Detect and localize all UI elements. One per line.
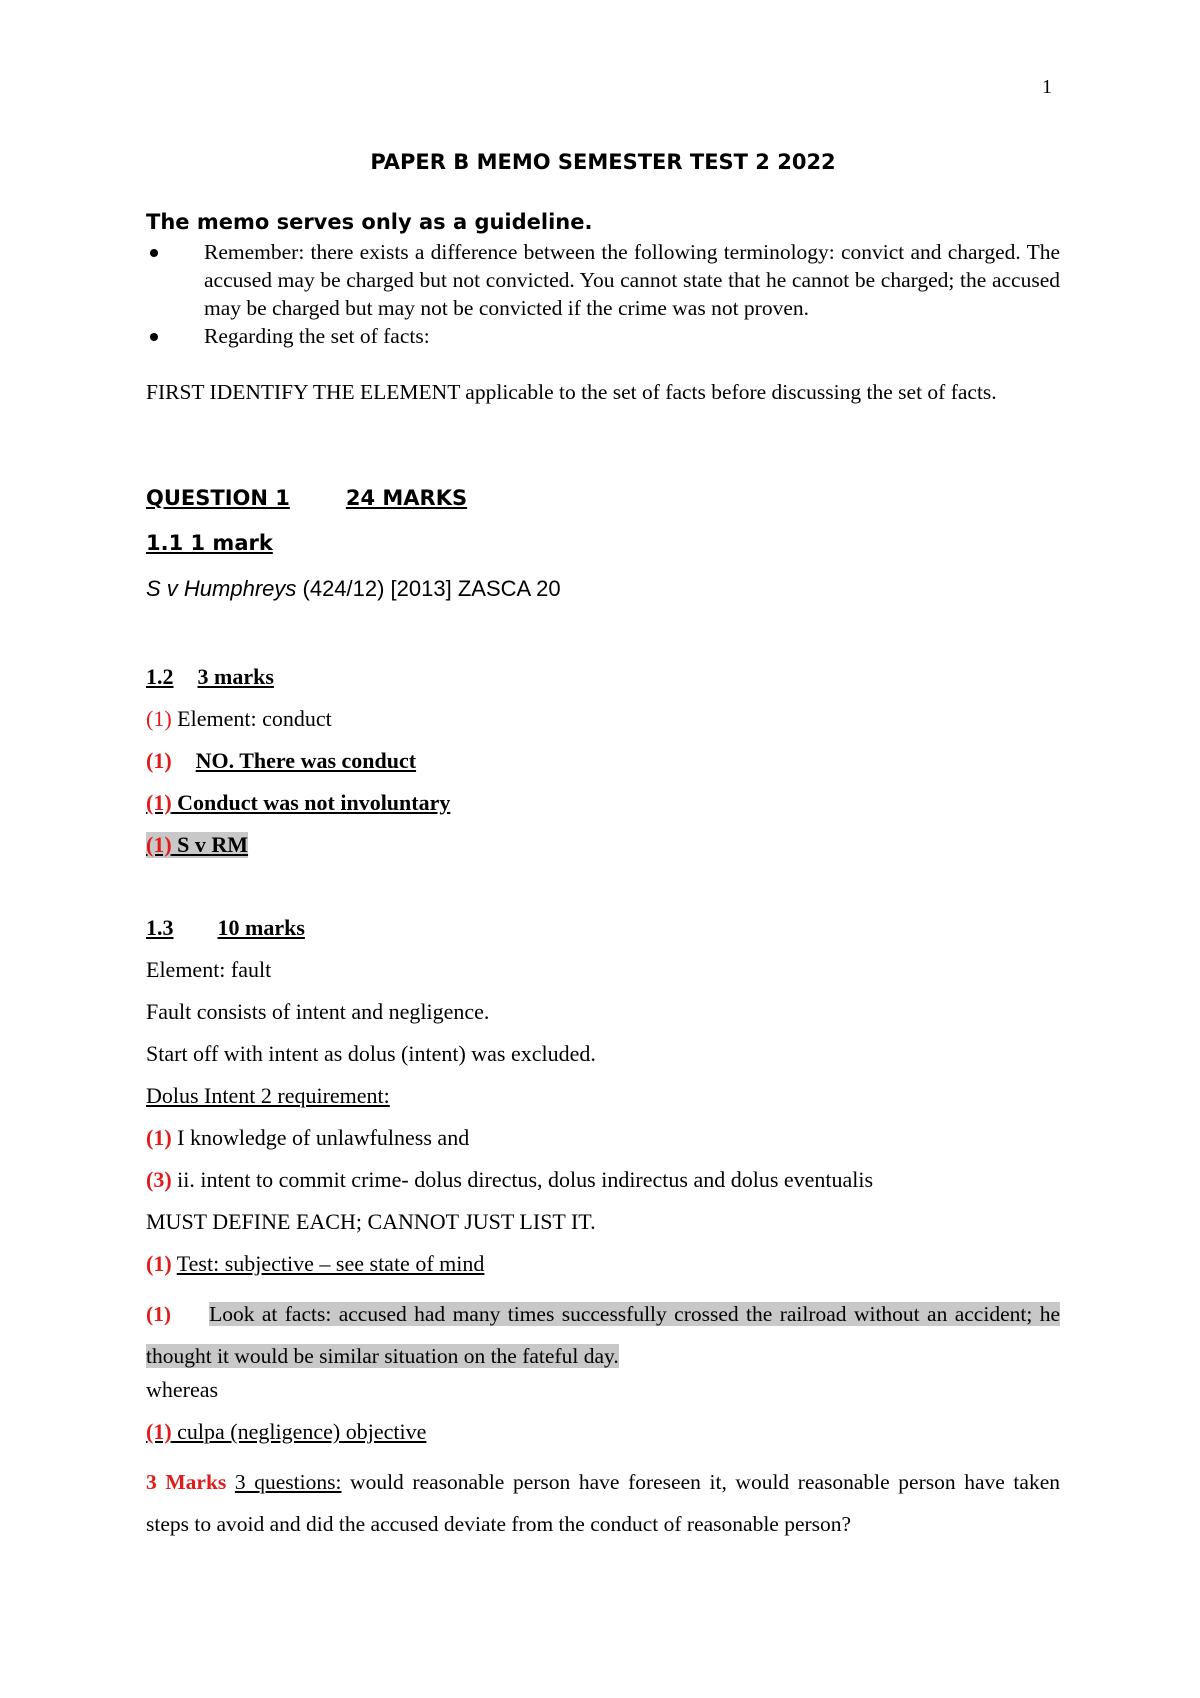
section-1-2-heading <box>146 664 274 690</box>
section-number: 1.2 <box>146 664 174 689</box>
page-number: 1 <box>1042 76 1052 98</box>
bullet-icon <box>150 333 158 341</box>
list-item <box>146 238 1060 322</box>
answer-line: Start off with intent as dolus (intent) was excluded. <box>146 1041 596 1066</box>
answer-line <box>146 1251 484 1277</box>
answer-line: Dolus Intent 2 requirement: <box>146 1083 390 1108</box>
bullet-list <box>146 238 1060 350</box>
answer-line <box>146 1167 873 1193</box>
mark-allocation: (1) <box>146 748 172 773</box>
answer-line-highlighted <box>146 832 248 858</box>
answer-label: 3 questions: <box>234 1470 342 1494</box>
section-1-1-heading: 1.1 1 mark <box>146 531 273 555</box>
mark-allocation: (1) <box>146 706 172 731</box>
bullet-text: Regarding the set of facts: <box>204 324 430 348</box>
mark-allocation: (1) <box>146 1125 172 1150</box>
answer-line: MUST DEFINE EACH; CANNOT JUST LIST IT. <box>146 1209 596 1234</box>
answer-text: S v RM <box>171 832 249 857</box>
mark-allocation: (1) <box>146 1302 172 1326</box>
bullet-icon <box>150 249 158 257</box>
section-number: 1.3 <box>146 915 174 940</box>
answer-line <box>146 748 416 774</box>
section-1-3-heading <box>146 915 305 941</box>
answer-line <box>146 1125 469 1151</box>
answer-line: Fault consists of intent and negligence. <box>146 999 490 1024</box>
mark-allocation: (1) <box>146 790 172 815</box>
answer-text: would reasonable person have foreseen it, would reasonable person have taken steps to avoid and did the accused deviate from the conduct of reasonable person? <box>146 1470 1060 1536</box>
section-marks: 3 marks <box>197 664 274 689</box>
answer-paragraph <box>146 1293 1060 1377</box>
answer-line <box>146 1419 426 1445</box>
answer-text: NO. There was conduct <box>195 748 417 773</box>
mark-allocation: (1) <box>146 1419 172 1444</box>
answer-line: Element: fault <box>146 957 272 982</box>
list-item <box>146 322 1060 350</box>
question-1-marks: 24 MARKS <box>345 486 468 510</box>
mark-allocation: (1) <box>146 832 172 857</box>
answer-text: Element: conduct <box>171 706 332 731</box>
answer-text: I knowledge of unlawfulness and <box>171 1125 470 1150</box>
case-citation <box>146 576 561 602</box>
case-reference: (424/12) [2013] ZASCA 20 <box>296 576 561 601</box>
answer-line <box>146 790 450 816</box>
answer-text: Test: subjective – see state of mind <box>176 1251 485 1276</box>
mark-allocation: (3) <box>146 1167 172 1192</box>
answer-text: Conduct was not involuntary <box>171 790 451 815</box>
section-marks: 10 marks <box>217 915 305 940</box>
question-1-number: QUESTION 1 <box>146 486 290 510</box>
bullet-text: Remember: there exists a difference between the following terminology: convict and charged. The accused may be charged but not convicted. You cannot state that he cannot be charged; the accused may be charged but may not be convicted if the crime was not proven. <box>204 240 1060 320</box>
page-title: PAPER B MEMO SEMESTER TEST 2 2022 <box>370 150 836 174</box>
identify-note: FIRST IDENTIFY THE ELEMENT applicable to the set of facts before discussing the set of facts. <box>146 380 997 404</box>
mark-allocation: 3 Marks <box>146 1470 227 1494</box>
answer-paragraph <box>146 1461 1060 1545</box>
mark-allocation: (1) <box>146 1251 172 1276</box>
answer-text: ii. intent to commit crime- dolus directus, dolus indirectus and dolus eventualis <box>171 1167 874 1192</box>
subtitle: The memo serves only as a guideline. <box>146 210 593 234</box>
question-1-heading <box>146 486 467 510</box>
case-name: S v Humphreys <box>146 576 297 601</box>
answer-line <box>146 706 332 732</box>
answer-text: culpa (negligence) objective <box>171 1419 427 1444</box>
answer-line: whereas <box>146 1377 219 1402</box>
answer-text: Look at facts: accused had many times successfully crossed the railroad without an accident; he thought it would be similar situation on the fateful day. <box>146 1302 1060 1368</box>
